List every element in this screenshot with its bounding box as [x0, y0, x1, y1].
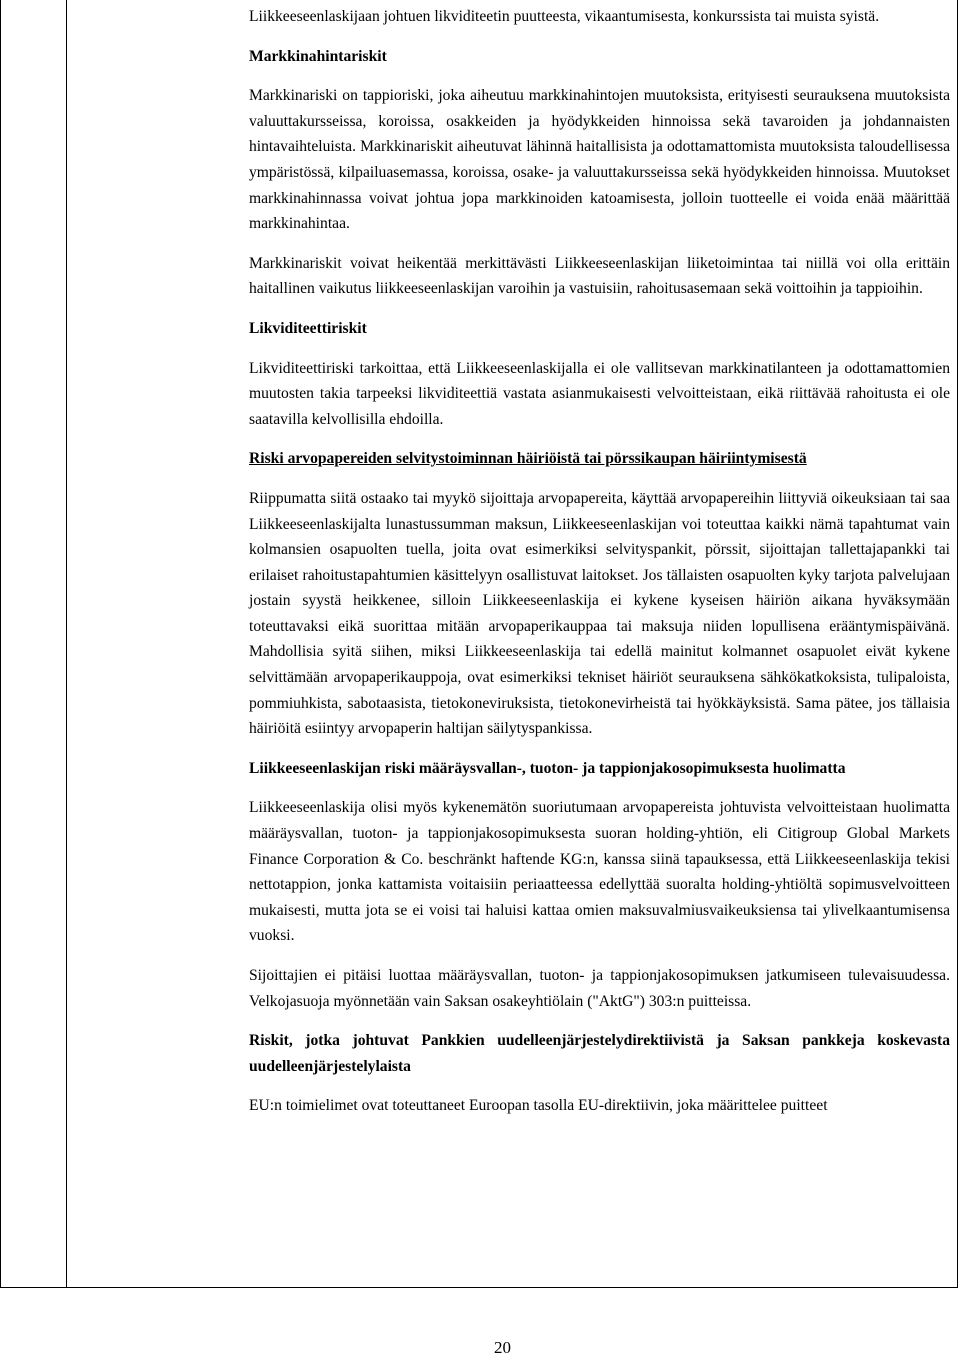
paragraph-eu-directive: EU:n toimielimet ovat toteuttaneet Euroopan tasolla EU-direktiivin, joka määrittelee puitteet [249, 1097, 828, 1115]
heading-liquidity-risks: Likviditeettiriskit [249, 319, 367, 337]
paragraph-market-risk: Markkinariski on tappioriski, joka aiheutuu markkinahintojen muutoksista, erityisesti seurauksena muutoksista valuuttakursseissa, koroissa, osakkeiden ja hyödykkeiden hinnoissa sekä tavaroiden ja johdannaisten hintavaihteluista. Markkinariskit aiheutuvat lähinnä haitallisista ja odottamattomista muutoksista taloudellisessa ympäristössä, kilpailuasemassa, koroissa, osake- ja valuuttakursseissa sekä hyödykkeiden hinnoissa. Muutokset markkinahinnassa voivat johtua jopa markkinoiden katoamisesta, jolloin tuotteelle ei voida enää määrittää markkinahintaa. [249, 87, 950, 233]
heading-settlement-disruption-risk: Riski arvopapereiden selvitystoiminnan häiriöistä tai pörssikaupan häiriintymisestä [249, 450, 807, 468]
paragraph-investor-reliance: Sijoittajien ei pitäisi luottaa määräysvallan, tuoton- ja tappionjakosopimuksen jatkumiseen tulevaisuudessa. Velkojasuoja myönnetään vain Saksan osakeyhtiölain ("AktG") 303:n puitteissa. [249, 967, 950, 1010]
heading-issuer-risk-agreement: Liikkeeseenlaskijan riski määräysvallan-, tuoton- ja tappionjakosopimuksesta huolimatta [249, 759, 846, 777]
table-border-right [957, 0, 958, 1288]
paragraph-settlement-disruption: Riippumatta siitä ostaako tai myykö sijoittaja arvopapereita, käyttää arvopapereihin liittyviä oikeuksiaan tai saa Liikkeeseenlaskijalta lunastussumman maksun, Liikkeeseenlaskijan voi toteuttaa kaikki nämä tapahtumat vain kolmansien osapuolten tuella, joita ovat esimerkiksi selvityspankit, pörssit, sijoittajan tallettajapankki tai erilaiset rahoitustapahtumien käsittelyyn osallistuvat laitokset. Jos tällaisten osapuolten kyky tarjota palvelujaan jostain syystä heikkenee, silloin Liikkeeseenlaskija ei kykene kyseisen häiriön aikana hyväksymään toteuttavaksi eikä suorittaa mitään arvopaperikauppaa tai maksuja niiden lopullisena erääntymispäivänä. Mahdollisia syitä siihen, miksi Liikkeeseenlaskija tai edellä mainitut kolmannet osapuolet eivät kykene selvittämään arvopaperikauppoja, ovat esimerkiksi tekniset häiriöt seurauksena sähkökatkoksista, tulipaloista, pommiuhkista, sabotaasista, tietokoneviruksista, tietokonevirheistä tai hyökkäyksistä. Sama pätee, jos tällaisia häiriöitä esiintyy arvopaperin haltijan säilytyspankissa. [249, 489, 950, 738]
document-body [249, 4, 950, 1119]
paragraph-liquidity-continuation: Liikkeeseenlaskijaan johtuen likviditeetin puutteesta, vikaantumisesta, konkurssista tai muista syistä. [249, 8, 880, 25]
table-border-column [66, 0, 67, 1288]
table-border-left [0, 0, 1, 1288]
heading-restructuring-directive-risks: Riskit, jotka johtuvat Pankkien uudelleenjärjestelydirektiivistä ja Saksan pankkeja koskevasta uudelleenjärjestelylaista [249, 1032, 950, 1075]
paragraph-liquidity-risk: Likviditeettiriski tarkoittaa, että Liikkeeseenlaskijalla ei ole vallitsevan markkinatilanteen ja odottamattomien muutosten takia tarpeeksi likviditeettiä vastata asianmukaisesti velvoitteistaan, eikä riittävää rahoitusta ei ole saatavilla kelvollisilla ehdoilla. [249, 359, 950, 428]
paragraph-market-risk-effects: Markkinariskit voivat heikentää merkittävästi Liikkeeseenlaskijan liiketoimintaa tai niillä voi olla erittäin haitallinen vaikutus liikkeeseenlaskijan varoihin ja vastuisiin, rahoitusasemaan sekä voittoihin ja tappioihin. [249, 254, 950, 298]
page-number: 20 [494, 1338, 511, 1357]
heading-market-price-risks: Markkinahintariskit [249, 47, 387, 65]
table-border-bottom [0, 1287, 958, 1288]
paragraph-issuer-risk: Liikkeeseenlaskija olisi myös kykenemätön suoriutumaan arvopapereista johtuvista velvoitteistaan huolimatta määräysvallan, tuoton- ja tappionjakosopimuksesta suoran holding-yhtiön, eli Citigroup Global Markets Finance Corporation & Co. beschränkt haftende KG:n, kanssa siinä tapauksessa, että Liikkeeseenlaskija tekisi nettotappion, jonka kattamista voitaisiin periaatteessa edellyttää suoralta holding-yhtiöltä sopimusvelvoitteen mukaisesti, mutta jota se ei voisi tai haluisi kattaa omien maksuvalmiusvaikeuksiensa tai ylivelkaantumisensa vuoksi. [249, 799, 950, 945]
